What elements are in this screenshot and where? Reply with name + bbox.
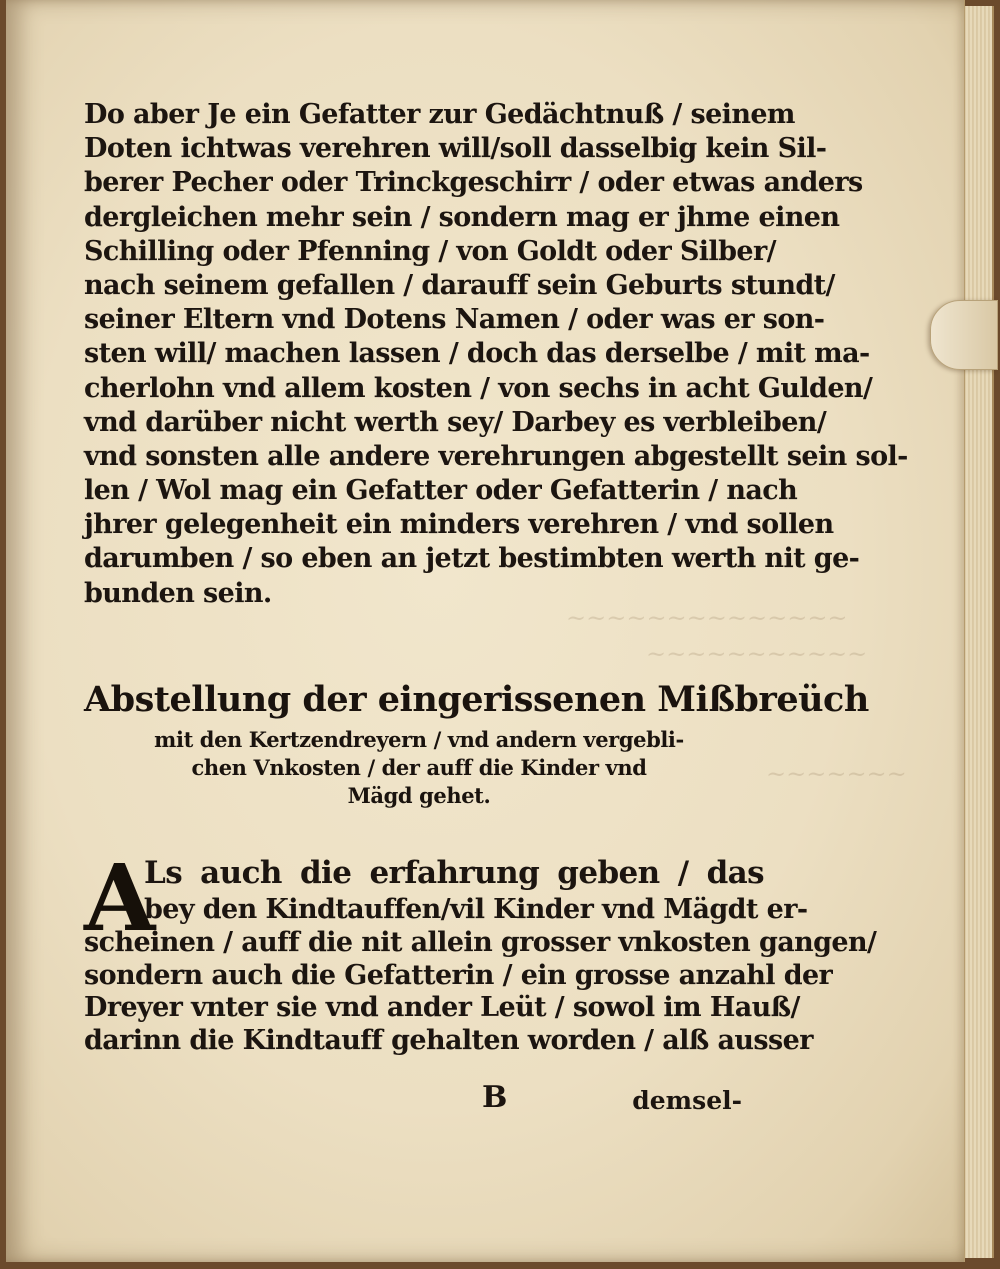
heading-subtitle-line: chen Vnkosten / der auff die Kinder vnd [191,755,647,780]
text-line: jhrer gelegenheit ein minders verehren / vnd sollen [84,509,834,541]
text-line: nach seinem gefallen / darauff sein Geburts stundt/ [84,269,835,301]
text-line: len / Wol mag ein Gefatter oder Gefatterin / nach [84,475,798,507]
text-line: Dreyer vnter sie vnd ander Leüt / sowol im Hauß/ [84,992,800,1024]
show-through-text: ~~~~~~~~~~~~~~ [566,604,848,632]
signature-mark: B [482,1080,508,1115]
text-line: dergleichen mehr sein / sondern mag er jhme einen [84,201,840,233]
text-line: vnd sonsten alle andere verehrungen abgestellt sein sol- [84,440,908,472]
page-edges [962,6,994,1258]
text-line: Do aber Je ein Gefatter zur Gedächtnuß / seinem [84,99,795,130]
paragraph-1 [84,98,908,611]
paragraph-2 [84,844,877,1058]
heading-subtitle-line: mit den Kertzendreyern / vnd andern vergebli- [154,727,684,752]
page-footer [84,1082,742,1122]
catchword: demsel- [632,1086,742,1115]
text-line: berer Pecher oder Trinckgeschirr / oder etwas anders [84,167,863,199]
show-through-text: ~~~~~~~ [766,760,907,788]
text-line: cherlohn vnd allem kosten / von sechs in acht Gulden/ [84,372,873,404]
text-line: sondern auch die Gefatterin / ein grosse anzahl der [84,959,833,991]
text-line: Doten ichtwas verehren will/soll dasselbig kein Sil- [84,133,827,165]
show-through-text: ~~~~~~~~~~~ [646,640,868,668]
text-line: vnd darüber nicht werth sey/ Darbey es verbleiben/ [84,406,827,438]
section-heading [84,674,869,810]
decorative-initial: A [84,844,156,952]
text-line: sten will/ machen lassen / doch das derselbe / mit ma- [84,338,870,370]
text-line: scheinen / auff die nit allein grosser vnkosten gangen/ [84,926,877,958]
text-line: Ls auch die erfahrung geben / das [144,855,764,891]
heading-subtitle-line: Mägd gehet. [347,783,491,808]
text-line: Schilling oder Pfenning / von Goldt oder Silber/ [84,235,776,267]
text-line: bunden sein. [84,577,272,609]
text-line: bey den Kindtauffen/vil Kinder vnd Mägdt er- [144,894,808,925]
text-line: darumben / so eben an jetzt bestimbten werth nit ge- [84,543,860,575]
heading-title: Abstellung der eingerissenen Mißbreüch [84,679,869,720]
page-tab-marker [930,300,998,370]
text-line: darinn die Kindtauff gehalten worden / alß ausser [84,1025,813,1057]
text-line: seiner Eltern vnd Dotens Namen / oder was er son- [84,304,825,336]
